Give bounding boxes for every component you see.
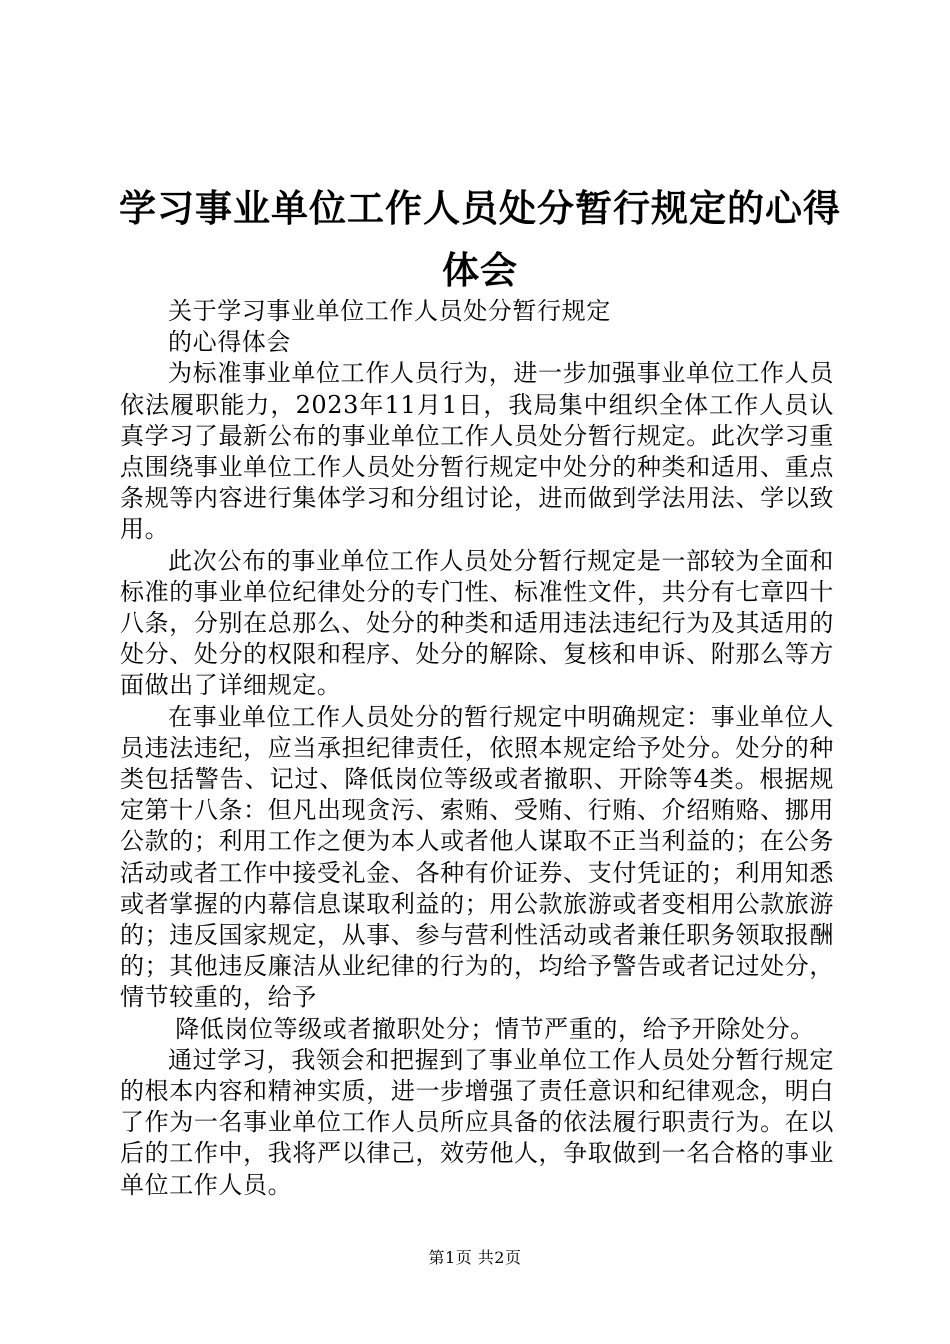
subtitle-line-2: 的心得体会 <box>168 328 291 357</box>
subtitle-line-1: 关于学习事业单位工作人员处分暂行规定 <box>168 297 611 325</box>
document-title: 学习事业单位工作人员处分暂行规定的心得体会 <box>119 187 841 292</box>
page-footer: 第1页 共2页 <box>428 1248 522 1267</box>
paragraph-3-continuation: 降低岗位等级或者撤职处分；情节严重的，给予开除处分。 <box>175 1014 815 1043</box>
paragraph-2: 此次公布的事业单位工作人员处分暂行规定是一部较为全面和标准的事业单位纪律处分的专门性、标准性文件，共分有七章四十八条，分别在总那么、处分的种类和适用违法违纪行为及其适用的处分、处分的权限和程序、处分的解除、复核和申诉、附那么等方面做出了详细规定。 <box>120 546 834 700</box>
paragraph-1: 为标准事业单位工作人员行为，进一步加强事业单位工作人员依法履职能力，2023年11月1日，我局集中组织全体工作人员认真学习了最新公布的事业单位工作人员处分暂行规定。此次学习重点围绕事业单位工作人员处分暂行规定中处分的种类和适用、重点条规等内容进行集体学习和分组讨论，进而做到学法用法、学以致用。 <box>120 359 834 544</box>
document-body <box>120 296 834 1201</box>
paragraph-3: 在事业单位工作人员处分的暂行规定中明确规定：事业单位人员违法违纪，应当承担纪律责任，依照本规定给予处分。处分的种类包括警告、记过、降低岗位等级或者撤职、开除等4类。根据规定第十八条：但凡出现贪污、索贿、受贿、行贿、介绍贿赂、挪用公款的；利用工作之便为本人或者他人谋取不正当利益的；在公务活动或者工作中接受礼金、各种有价证券、支付凭证的；利用知悉或者掌握的内幕信息谋取利益的；用公款旅游或者变相用公款旅游的；违反国家规定，从事、参与营利性活动或者兼任职务领取报酬的；其他违反廉洁从业纪律的行为的，均给予警告或者记过处分，情节较重的，给予 <box>120 702 834 1012</box>
paragraph-4: 通过学习，我领会和把握到了事业单位工作人员处分暂行规定的根本内容和精神实质，进一步增强了责任意识和纪律观念，明白了作为一名事业单位工作人员所应具备的依法履行职责行为。在以后的工作中，我将严以律己，效劳他人，争取做到一名合格的事业单位工作人员。 <box>120 1045 834 1199</box>
